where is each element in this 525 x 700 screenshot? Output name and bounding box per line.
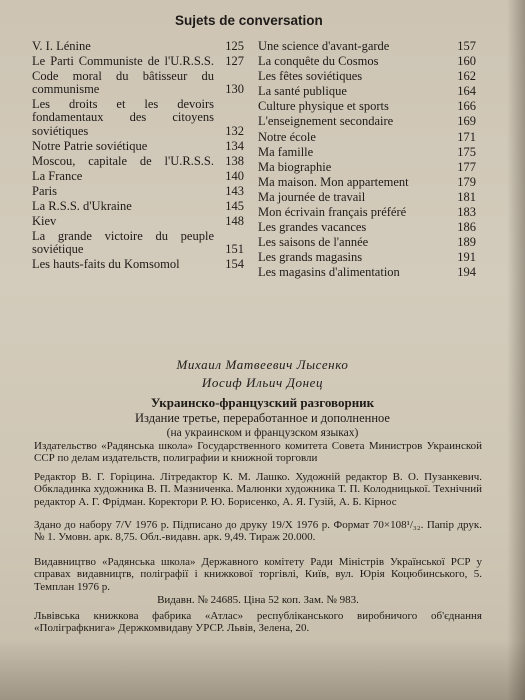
toc-entry-page: 164 bbox=[457, 84, 476, 99]
imprint bbox=[0, 356, 525, 441]
toc-entry-title: Ma maison. Mon appartement bbox=[258, 174, 409, 189]
toc-entry-page: 160 bbox=[457, 54, 476, 69]
order-info: Видавн. № 24685. Ціна 52 коп. Зам. № 983. bbox=[157, 594, 359, 606]
toc-entry-page: 181 bbox=[457, 189, 476, 204]
toc-entry bbox=[32, 155, 244, 168]
toc-entry bbox=[258, 55, 476, 68]
toc-entry-title: Notre Patrie soviétique bbox=[32, 138, 148, 153]
toc-entry-page: 169 bbox=[457, 114, 476, 129]
print-info: Здано до набору 7/V 1976 р. Підписано до друку 19/X 1976 р. Формат 70×108¹/₃₂. Папір друк. № 1. Умовн. арк. 8,75. Обл.-видавн. арк. 9,49. Тираж 20.000. bbox=[34, 519, 482, 544]
toc-entry-page: 177 bbox=[457, 159, 476, 174]
toc-entry-page: 154 bbox=[225, 257, 244, 272]
toc-entry-page: 171 bbox=[457, 129, 476, 144]
toc-entry bbox=[32, 98, 244, 137]
toc-entry bbox=[258, 206, 476, 219]
toc-entry-page: 138 bbox=[225, 153, 244, 168]
toc-entry bbox=[258, 115, 476, 128]
toc-entry-page: 125 bbox=[225, 39, 244, 53]
toc-entry bbox=[32, 185, 244, 198]
toc-entry-page: 183 bbox=[457, 205, 476, 220]
toc-entry-page: 194 bbox=[457, 265, 476, 280]
toc-entry-title: La grande victoire du peuple soviétique bbox=[32, 229, 214, 257]
toc-entry-page: 127 bbox=[225, 54, 244, 69]
toc-entry-page: 166 bbox=[457, 99, 476, 114]
toc-entry-title: V. I. Lénine bbox=[32, 39, 91, 53]
toc-entry bbox=[258, 236, 476, 249]
toc-entry bbox=[258, 146, 476, 159]
toc-entry bbox=[258, 176, 476, 189]
toc-entry-page: 148 bbox=[225, 214, 244, 229]
toc-entry-page: 162 bbox=[457, 69, 476, 84]
toc-entry-title: Ma famille bbox=[258, 144, 314, 159]
toc-entry-title: La santé publique bbox=[258, 84, 347, 99]
toc-entry-title: Moscou, capitale de l'U.R.S.S. bbox=[32, 153, 214, 168]
toc-entry-page: 151 bbox=[225, 242, 244, 257]
toc-entry bbox=[258, 251, 476, 264]
toc-entry-page: 145 bbox=[225, 199, 244, 214]
languages-note: (на украинском и французском языках) bbox=[166, 427, 359, 439]
toc-entry-page: 143 bbox=[225, 183, 244, 198]
toc-entry bbox=[32, 55, 244, 68]
publisher-ua: Видавництво «Радянська школа» Державного комітету Ради Міністрів Української РСР у справах видавництв, поліграфії і книжкової торгівлі, Київ, вул. Юрія Коцюбинського, 5. Темплан 1976 р. bbox=[34, 556, 482, 593]
toc-entry bbox=[32, 200, 244, 213]
toc-entry-title: Code moral du bâtisseur du communisme bbox=[32, 69, 214, 97]
toc-entry-title: La France bbox=[32, 168, 83, 183]
toc-entry-page: 157 bbox=[457, 39, 476, 53]
toc-heading: Sujets de conversation bbox=[175, 13, 323, 28]
toc-entry bbox=[258, 40, 476, 53]
toc-entry-page: 132 bbox=[225, 123, 244, 138]
toc-entry-title: La R.S.S. d'Ukraine bbox=[32, 199, 132, 214]
toc-entry-title: L'enseignement secondaire bbox=[258, 114, 394, 129]
toc-entry-page: 191 bbox=[457, 250, 476, 265]
author-2: Иосиф Ильич Донец bbox=[201, 375, 324, 390]
toc-entry-title: Une science d'avant-garde bbox=[258, 39, 390, 53]
toc-entry bbox=[32, 230, 244, 256]
publisher-ru: Издательство «Радянська школа» Государственного комитета Совета Министров Украинской ССР по делам издательств, полиграфии и книжной торговли bbox=[34, 440, 482, 465]
toc-entry bbox=[258, 100, 476, 113]
toc-entry-title: Paris bbox=[32, 183, 57, 198]
toc-entry-title: Les grands magasins bbox=[258, 250, 363, 265]
toc-entry-page: 179 bbox=[457, 174, 476, 189]
toc-entry bbox=[258, 191, 476, 204]
toc-entry-page: 175 bbox=[457, 144, 476, 159]
toc-entry-title: Mon écrivain français préféré bbox=[258, 205, 407, 220]
toc-entry bbox=[258, 221, 476, 234]
edition-note: Издание третье, переработанное и дополненное bbox=[135, 411, 390, 425]
toc-entry-title: Le Parti Communiste de l'U.R.S.S. bbox=[32, 54, 214, 69]
printer-info: Львівська книжкова фабрика «Атлас» республіканського виробничого об'єднання «Поліграфкнига» Держкомвидаву УРСР. Львів, Зелена, 20. bbox=[34, 610, 482, 635]
toc-entry-title: Les grandes vacances bbox=[258, 220, 367, 235]
toc-entry-title: Ma journée de travail bbox=[258, 189, 366, 204]
book-title: Украинско-французский разговорник bbox=[150, 395, 375, 410]
toc-entry bbox=[258, 161, 476, 174]
toc-entry-title: Ma biographie bbox=[258, 159, 332, 174]
toc-entry bbox=[258, 85, 476, 98]
toc-entry-title: Culture physique et sports bbox=[258, 99, 389, 114]
toc-entry-title: Les magasins d'alimentation bbox=[258, 265, 400, 280]
toc-entry bbox=[32, 215, 244, 228]
toc-entry bbox=[32, 40, 244, 53]
toc-entry-title: Les hauts-faits du Komsomol bbox=[32, 257, 180, 272]
toc-entry bbox=[258, 70, 476, 83]
toc-entry-page: 134 bbox=[225, 138, 244, 153]
toc-left-column bbox=[32, 40, 244, 274]
toc-entry bbox=[32, 170, 244, 183]
toc-entry-page: 130 bbox=[225, 82, 244, 97]
toc-entry-title: La conquête du Cosmos bbox=[258, 54, 379, 69]
toc-entry bbox=[32, 258, 244, 271]
toc-entry bbox=[32, 70, 244, 96]
toc-entry bbox=[258, 266, 476, 279]
author-1: Михаил Матвеевич Лысенко bbox=[176, 357, 349, 372]
toc-entry-page: 140 bbox=[225, 168, 244, 183]
toc-entry-title: Les droits et les devoirs fondamentaux des citoyens soviétiques bbox=[32, 97, 214, 138]
toc-entry-title: Les saisons de l'année bbox=[258, 235, 369, 250]
bottom-shadow bbox=[0, 640, 525, 700]
toc-entry-title: Les fêtes soviétiques bbox=[258, 69, 363, 84]
toc-entry bbox=[258, 131, 476, 144]
page-edge-shadow bbox=[507, 0, 525, 700]
toc-entry-page: 186 bbox=[457, 220, 476, 235]
toc-entry-title: Notre école bbox=[258, 129, 316, 144]
toc-entry bbox=[32, 140, 244, 153]
credits: Редактор В. Г. Горіцина. Літредактор К. М. Лашко. Художній редактор В. О. Пузанкевич. Обкладинка художника В. П. Мазниченка. Малюнки художника Т. П. Колодницької. Технічний редактор А. Г. Фрідман. Коректори Р. Ю. Борисенко, А. Я. Гузій, А. Б. Кірнос bbox=[34, 471, 482, 508]
toc-entry-page: 189 bbox=[457, 235, 476, 250]
toc-right-column bbox=[258, 40, 476, 282]
toc-entry-title: Kiev bbox=[32, 214, 57, 229]
